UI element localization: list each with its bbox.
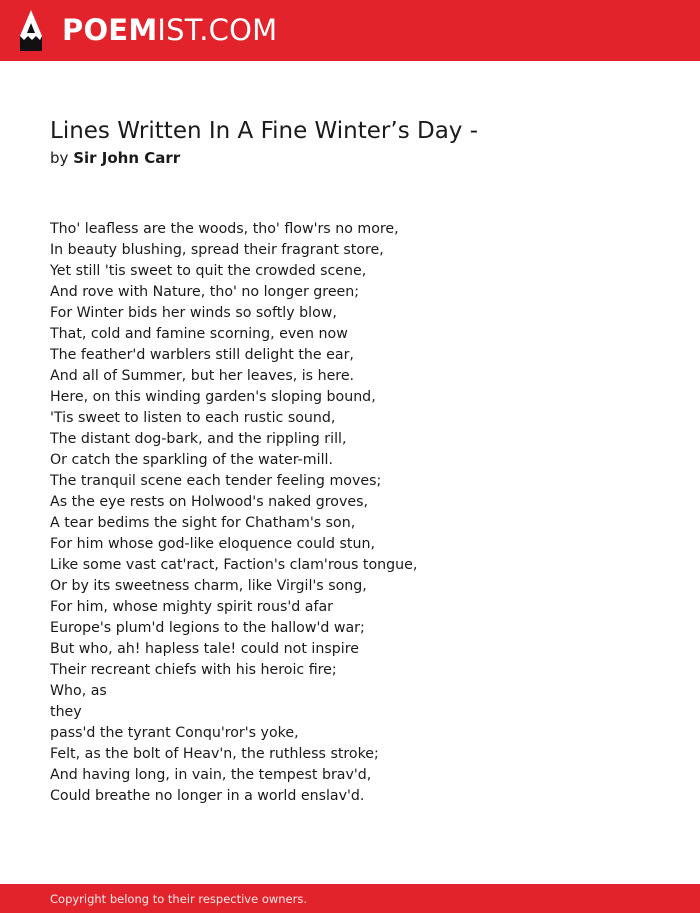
poem-line: Here, on this winding garden's sloping bound,	[50, 389, 376, 405]
poem-line: As the eye rests on Holwood's naked groves,	[50, 494, 368, 510]
poem-line: And having long, in vain, the tempest brav'd,	[50, 767, 372, 783]
site-logo[interactable]	[62, 13, 277, 47]
poem-line: That, cold and famine scorning, even now	[50, 326, 348, 342]
poem-line: 'Tis sweet to listen to each rustic sound,	[50, 410, 336, 426]
poem-line: Yet still 'tis sweet to quit the crowded scene,	[50, 263, 367, 279]
poem-line: Europe's plum'd legions to the hallow'd war;	[50, 620, 365, 636]
poem-line: Who, as	[50, 683, 107, 699]
poem-line: For Winter bids her winds so softly blow,	[50, 305, 337, 321]
poem-line: And rove with Nature, tho' no longer green;	[50, 284, 360, 300]
poem-line: Felt, as the bolt of Heav'n, the ruthless stroke;	[50, 746, 379, 762]
poem-line: Their recreant chiefs with his heroic fire;	[50, 662, 337, 678]
poem-line: Tho' leafless are the woods, tho' flow'rs no more,	[50, 221, 399, 237]
poem-line: The distant dog-bark, and the rippling rill,	[50, 431, 347, 447]
poem-line: pass'd the tyrant Conqu'ror's yoke,	[50, 725, 299, 741]
poem-line: The feather'd warblers still delight the ear,	[50, 347, 354, 363]
poem-line: they	[50, 704, 82, 720]
poem-line: For him, whose mighty spirit rous'd afar	[50, 599, 333, 615]
poem-line: The tranquil scene each tender feeling moves;	[50, 473, 382, 489]
site-header	[0, 0, 700, 61]
copyright-notice: Copyright belong to their respective owners.	[50, 892, 308, 906]
poem-line: And all of Summer, but her leaves, is here.	[50, 368, 355, 384]
poem-line: In beauty blushing, spread their fragrant store,	[50, 242, 384, 258]
poem-body	[50, 219, 417, 807]
poem-line: Could breathe no longer in a world enslav'd.	[50, 788, 365, 804]
logo-light-text: IST.COM	[157, 13, 278, 47]
poem-line: Or by its sweetness charm, like Virgil's song,	[50, 578, 367, 594]
poem-line: But who, ah! hapless tale! could not inspire	[50, 641, 359, 657]
poem-line: Like some vast cat'ract, Faction's clam'rous tongue,	[50, 557, 418, 573]
pencil-logo-icon[interactable]	[18, 9, 44, 52]
by-label: by	[50, 149, 69, 167]
poem-line: A tear bedims the sight for Chatham's son,	[50, 515, 356, 531]
site-footer	[0, 884, 700, 913]
logo-bold-text: POEM	[62, 13, 158, 47]
poem-title: Lines Written In A Fine Winter’s Day -	[50, 118, 479, 144]
poem-line: For him whose god-like eloquence could stun,	[50, 536, 375, 552]
byline	[50, 148, 180, 168]
poem-line: Or catch the sparkling of the water-mill.	[50, 452, 333, 468]
author-name: Sir John Carr	[73, 149, 181, 167]
